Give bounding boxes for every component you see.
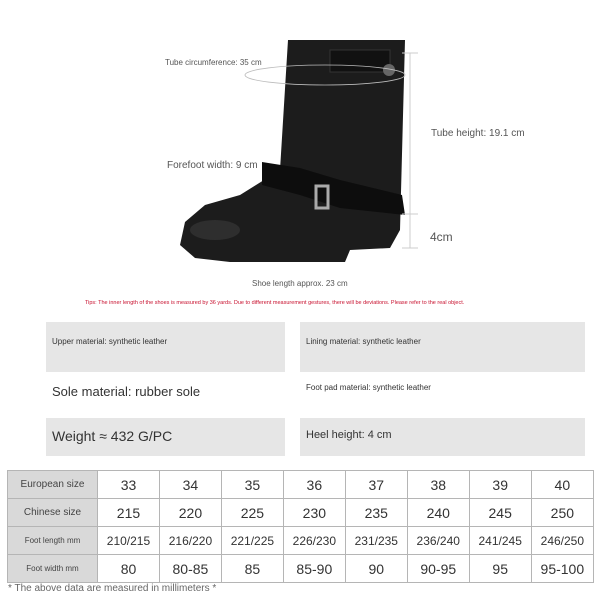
table-cell: 240 [407, 499, 469, 527]
table-cell: 245 [469, 499, 531, 527]
row-header: Foot width mm [8, 555, 98, 583]
row-header: Chinese size [8, 499, 98, 527]
table-cell: 90 [345, 555, 407, 583]
heel-label: 4cm [430, 230, 453, 244]
tips-text: Tips: The inner length of the shoes is measured by 36 yards. Due to different measurement gestures, there will be deviations. Please refer to the real object. [85, 300, 465, 306]
table-cell: 241/245 [469, 527, 531, 555]
table-cell: 38 [407, 471, 469, 499]
table-cell: 36 [283, 471, 345, 499]
table-cell: 80-85 [159, 555, 221, 583]
row-header: Foot length mm [8, 527, 98, 555]
forefoot-width-label: Forefoot width: 9 cm [167, 160, 258, 171]
table-row [8, 527, 594, 555]
table-cell: 85-90 [283, 555, 345, 583]
foot-pad-material: Foot pad material: synthetic leather [306, 383, 431, 392]
boot-image [0, 0, 606, 300]
table-cell: 216/220 [159, 527, 221, 555]
table-cell: 85 [221, 555, 283, 583]
table-cell: 225 [221, 499, 283, 527]
row-header: European size [8, 471, 98, 499]
table-cell: 33 [98, 471, 160, 499]
table-cell: 231/235 [345, 527, 407, 555]
tube-height-label: Tube height: 19.1 cm [431, 128, 525, 139]
table-cell: 235 [345, 499, 407, 527]
table-cell: 95 [469, 555, 531, 583]
shoe-length-label: Shoe length approx. 23 cm [252, 279, 348, 288]
foot-pad-material-box [300, 372, 585, 416]
sole-material-box [46, 372, 285, 416]
table-cell: 246/250 [531, 527, 593, 555]
heel-height: Heel height: 4 cm [306, 429, 392, 441]
table-cell: 90-95 [407, 555, 469, 583]
table-cell: 39 [469, 471, 531, 499]
table-cell: 250 [531, 499, 593, 527]
tube-circumference-label: Tube circumference: 35 cm [165, 58, 262, 67]
table-cell: 226/230 [283, 527, 345, 555]
table-cell: 40 [531, 471, 593, 499]
table-cell: 35 [221, 471, 283, 499]
sole-material: Sole material: rubber sole [52, 384, 201, 399]
table-cell: 37 [345, 471, 407, 499]
table-cell: 236/240 [407, 527, 469, 555]
table-cell: 220 [159, 499, 221, 527]
heel-height-box [300, 418, 585, 456]
table-cell: 230 [283, 499, 345, 527]
weight: Weight ≈ 432 G/PC [52, 428, 173, 444]
table-cell: 80 [98, 555, 160, 583]
lining-material-box [300, 322, 585, 372]
lining-material: Lining material: synthetic leather [306, 337, 421, 346]
table-cell: 215 [98, 499, 160, 527]
table-row [8, 555, 594, 583]
table-cell: 221/225 [221, 527, 283, 555]
upper-material: Upper material: synthetic leather [52, 337, 168, 346]
weight-box [46, 418, 285, 456]
table-cell: 34 [159, 471, 221, 499]
table-cell: 95-100 [531, 555, 593, 583]
table-cell: 210/215 [98, 527, 160, 555]
table-row [8, 471, 594, 499]
table-note: * The above data are measured in millimeters * [8, 583, 217, 594]
upper-material-box [46, 322, 285, 372]
table-row [8, 499, 594, 527]
size-table [7, 470, 594, 583]
